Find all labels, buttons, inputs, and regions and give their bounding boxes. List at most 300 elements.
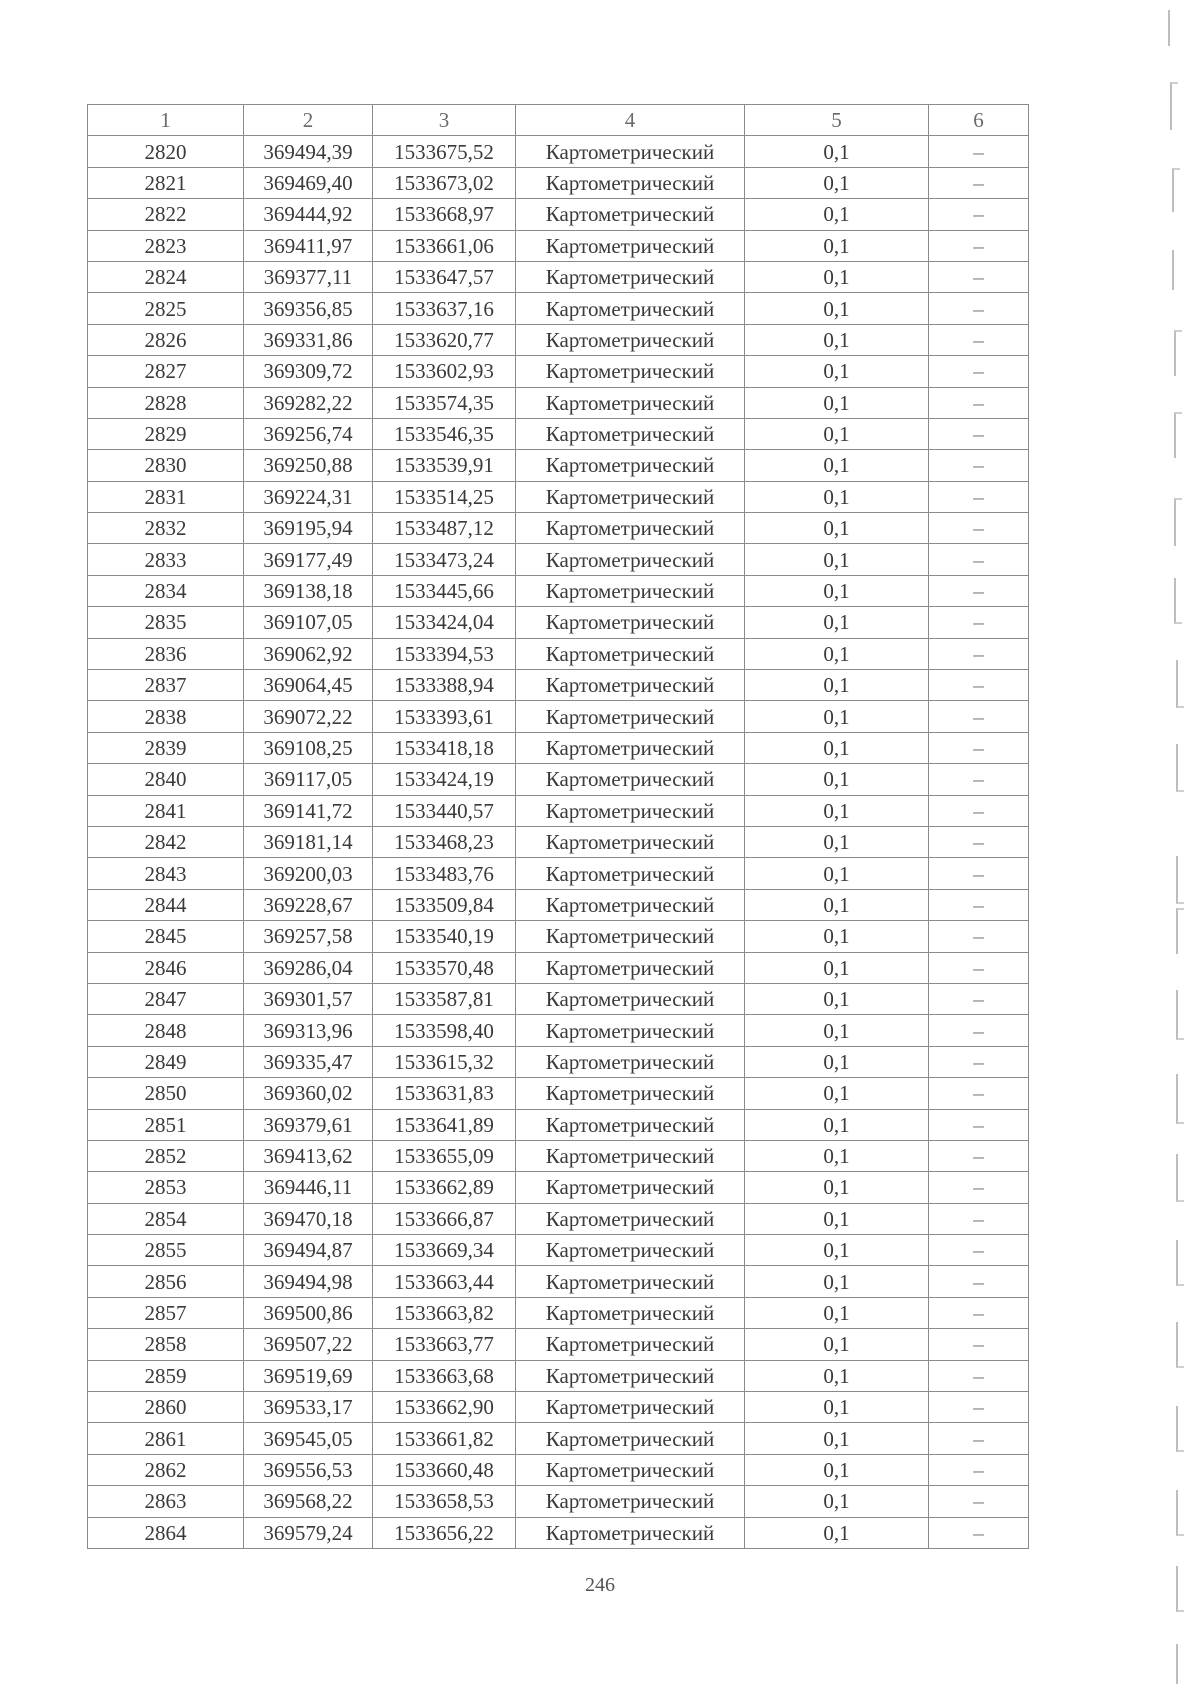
scan-edge-mark bbox=[1176, 744, 1184, 792]
accuracy-cell: 0,1 bbox=[745, 136, 929, 167]
table-row bbox=[88, 921, 1029, 952]
accuracy-cell: 0,1 bbox=[745, 858, 929, 889]
table-row bbox=[88, 858, 1029, 889]
point-number-cell: 2860 bbox=[88, 1392, 244, 1423]
x-coordinate-cell: 369545,05 bbox=[244, 1423, 373, 1454]
note-cell: – bbox=[929, 1046, 1029, 1077]
x-coordinate-cell: 369064,45 bbox=[244, 670, 373, 701]
note-cell: – bbox=[929, 261, 1029, 292]
note-cell: – bbox=[929, 1423, 1029, 1454]
point-number-cell: 2842 bbox=[88, 826, 244, 857]
y-coordinate-cell: 1533487,12 bbox=[373, 513, 516, 544]
accuracy-cell: 0,1 bbox=[745, 889, 929, 920]
method-cell: Картометрический bbox=[516, 136, 745, 167]
scan-edge-mark bbox=[1174, 412, 1182, 458]
table-row bbox=[88, 481, 1029, 512]
accuracy-cell: 0,1 bbox=[745, 1235, 929, 1266]
y-coordinate-cell: 1533662,90 bbox=[373, 1392, 516, 1423]
table-body bbox=[88, 136, 1029, 1549]
y-coordinate-cell: 1533424,04 bbox=[373, 607, 516, 638]
y-coordinate-cell: 1533393,61 bbox=[373, 701, 516, 732]
note-cell: – bbox=[929, 670, 1029, 701]
y-coordinate-cell: 1533587,81 bbox=[373, 983, 516, 1014]
method-cell: Картометрический bbox=[516, 764, 745, 795]
x-coordinate-cell: 369500,86 bbox=[244, 1297, 373, 1328]
method-cell: Картометрический bbox=[516, 795, 745, 826]
point-number-cell: 2851 bbox=[88, 1109, 244, 1140]
method-cell: Картометрический bbox=[516, 387, 745, 418]
column-header-4: 4 bbox=[516, 105, 745, 136]
table-row bbox=[88, 1297, 1029, 1328]
y-coordinate-cell: 1533673,02 bbox=[373, 167, 516, 198]
x-coordinate-cell: 369282,22 bbox=[244, 387, 373, 418]
note-cell: – bbox=[929, 1140, 1029, 1171]
point-number-cell: 2853 bbox=[88, 1172, 244, 1203]
method-cell: Картометрический bbox=[516, 481, 745, 512]
table-row bbox=[88, 1203, 1029, 1234]
method-cell: Картометрический bbox=[516, 1078, 745, 1109]
method-cell: Картометрический bbox=[516, 1329, 745, 1360]
table-row bbox=[88, 983, 1029, 1014]
table-row bbox=[88, 1486, 1029, 1517]
accuracy-cell: 0,1 bbox=[745, 544, 929, 575]
note-cell: – bbox=[929, 167, 1029, 198]
table-row bbox=[88, 261, 1029, 292]
method-cell: Картометрический bbox=[516, 230, 745, 261]
x-coordinate-cell: 369470,18 bbox=[244, 1203, 373, 1234]
point-number-cell: 2857 bbox=[88, 1297, 244, 1328]
method-cell: Картометрический bbox=[516, 418, 745, 449]
x-coordinate-cell: 369331,86 bbox=[244, 324, 373, 355]
method-cell: Картометрический bbox=[516, 607, 745, 638]
x-coordinate-cell: 369494,39 bbox=[244, 136, 373, 167]
accuracy-cell: 0,1 bbox=[745, 983, 929, 1014]
page-number: 246 bbox=[585, 1574, 615, 1596]
accuracy-cell: 0,1 bbox=[745, 764, 929, 795]
y-coordinate-cell: 1533655,09 bbox=[373, 1140, 516, 1171]
accuracy-cell: 0,1 bbox=[745, 293, 929, 324]
method-cell: Картометрический bbox=[516, 889, 745, 920]
x-coordinate-cell: 369301,57 bbox=[244, 983, 373, 1014]
table-row bbox=[88, 764, 1029, 795]
point-number-cell: 2826 bbox=[88, 324, 244, 355]
method-cell: Картометрический bbox=[516, 670, 745, 701]
x-coordinate-cell: 369224,31 bbox=[244, 481, 373, 512]
note-cell: – bbox=[929, 387, 1029, 418]
note-cell: – bbox=[929, 889, 1029, 920]
method-cell: Картометрический bbox=[516, 1015, 745, 1046]
accuracy-cell: 0,1 bbox=[745, 921, 929, 952]
x-coordinate-cell: 369446,11 bbox=[244, 1172, 373, 1203]
note-cell: – bbox=[929, 1297, 1029, 1328]
table-header-row bbox=[88, 105, 1029, 136]
accuracy-cell: 0,1 bbox=[745, 1454, 929, 1485]
method-cell: Картометрический bbox=[516, 1172, 745, 1203]
point-number-cell: 2855 bbox=[88, 1235, 244, 1266]
accuracy-cell: 0,1 bbox=[745, 418, 929, 449]
point-number-cell: 2839 bbox=[88, 732, 244, 763]
x-coordinate-cell: 369177,49 bbox=[244, 544, 373, 575]
x-coordinate-cell: 369228,67 bbox=[244, 889, 373, 920]
table-row bbox=[88, 952, 1029, 983]
table-row bbox=[88, 418, 1029, 449]
method-cell: Картометрический bbox=[516, 1392, 745, 1423]
x-coordinate-cell: 369533,17 bbox=[244, 1392, 373, 1423]
column-header-3: 3 bbox=[373, 105, 516, 136]
note-cell: – bbox=[929, 293, 1029, 324]
point-number-cell: 2837 bbox=[88, 670, 244, 701]
note-cell: – bbox=[929, 1454, 1029, 1485]
accuracy-cell: 0,1 bbox=[745, 732, 929, 763]
table-row bbox=[88, 1329, 1029, 1360]
method-cell: Картометрический bbox=[516, 261, 745, 292]
table-row bbox=[88, 1235, 1029, 1266]
note-cell: – bbox=[929, 826, 1029, 857]
note-cell: – bbox=[929, 1078, 1029, 1109]
table-row bbox=[88, 1172, 1029, 1203]
scan-edge-mark bbox=[1176, 856, 1184, 904]
point-number-cell: 2862 bbox=[88, 1454, 244, 1485]
x-coordinate-cell: 369519,69 bbox=[244, 1360, 373, 1391]
y-coordinate-cell: 1533668,97 bbox=[373, 199, 516, 230]
note-cell: – bbox=[929, 324, 1029, 355]
accuracy-cell: 0,1 bbox=[745, 1392, 929, 1423]
scan-edge-mark bbox=[1176, 1490, 1184, 1536]
method-cell: Картометрический bbox=[516, 921, 745, 952]
method-cell: Картометрический bbox=[516, 167, 745, 198]
note-cell: – bbox=[929, 1360, 1029, 1391]
table-row bbox=[88, 1109, 1029, 1140]
y-coordinate-cell: 1533388,94 bbox=[373, 670, 516, 701]
point-number-cell: 2846 bbox=[88, 952, 244, 983]
scan-edge-mark bbox=[1174, 498, 1182, 546]
accuracy-cell: 0,1 bbox=[745, 387, 929, 418]
method-cell: Картометрический bbox=[516, 1046, 745, 1077]
note-cell: – bbox=[929, 1392, 1029, 1423]
point-number-cell: 2847 bbox=[88, 983, 244, 1014]
x-coordinate-cell: 369256,74 bbox=[244, 418, 373, 449]
y-coordinate-cell: 1533662,89 bbox=[373, 1172, 516, 1203]
y-coordinate-cell: 1533675,52 bbox=[373, 136, 516, 167]
point-number-cell: 2852 bbox=[88, 1140, 244, 1171]
scan-edge-mark bbox=[1172, 250, 1174, 290]
x-coordinate-cell: 369257,58 bbox=[244, 921, 373, 952]
table-row bbox=[88, 513, 1029, 544]
point-number-cell: 2833 bbox=[88, 544, 244, 575]
method-cell: Картометрический bbox=[516, 1423, 745, 1454]
method-cell: Картометрический bbox=[516, 1235, 745, 1266]
y-coordinate-cell: 1533540,19 bbox=[373, 921, 516, 952]
y-coordinate-cell: 1533468,23 bbox=[373, 826, 516, 857]
scan-edge-mark bbox=[1172, 168, 1180, 212]
scan-edge-mark bbox=[1176, 1406, 1184, 1452]
scan-edge-mark bbox=[1176, 1240, 1184, 1286]
y-coordinate-cell: 1533620,77 bbox=[373, 324, 516, 355]
note-cell: – bbox=[929, 136, 1029, 167]
note-cell: – bbox=[929, 764, 1029, 795]
x-coordinate-cell: 369200,03 bbox=[244, 858, 373, 889]
note-cell: – bbox=[929, 795, 1029, 826]
y-coordinate-cell: 1533483,76 bbox=[373, 858, 516, 889]
accuracy-cell: 0,1 bbox=[745, 1015, 929, 1046]
x-coordinate-cell: 369356,85 bbox=[244, 293, 373, 324]
point-number-cell: 2841 bbox=[88, 795, 244, 826]
note-cell: – bbox=[929, 983, 1029, 1014]
method-cell: Картометрический bbox=[516, 1517, 745, 1548]
x-coordinate-cell: 369072,22 bbox=[244, 701, 373, 732]
accuracy-cell: 0,1 bbox=[745, 1297, 929, 1328]
y-coordinate-cell: 1533598,40 bbox=[373, 1015, 516, 1046]
point-number-cell: 2835 bbox=[88, 607, 244, 638]
table-row bbox=[88, 136, 1029, 167]
y-coordinate-cell: 1533631,83 bbox=[373, 1078, 516, 1109]
method-cell: Картометрический bbox=[516, 701, 745, 732]
x-coordinate-cell: 369494,98 bbox=[244, 1266, 373, 1297]
method-cell: Картометрический bbox=[516, 858, 745, 889]
accuracy-cell: 0,1 bbox=[745, 638, 929, 669]
y-coordinate-cell: 1533641,89 bbox=[373, 1109, 516, 1140]
accuracy-cell: 0,1 bbox=[745, 1423, 929, 1454]
point-number-cell: 2850 bbox=[88, 1078, 244, 1109]
note-cell: – bbox=[929, 199, 1029, 230]
table-row bbox=[88, 450, 1029, 481]
y-coordinate-cell: 1533663,77 bbox=[373, 1329, 516, 1360]
method-cell: Картометрический bbox=[516, 1454, 745, 1485]
method-cell: Картометрический bbox=[516, 324, 745, 355]
point-number-cell: 2863 bbox=[88, 1486, 244, 1517]
point-number-cell: 2827 bbox=[88, 356, 244, 387]
table-row bbox=[88, 1015, 1029, 1046]
scan-edge-mark bbox=[1176, 1644, 1178, 1684]
accuracy-cell: 0,1 bbox=[745, 1486, 929, 1517]
note-cell: – bbox=[929, 544, 1029, 575]
table-row bbox=[88, 795, 1029, 826]
column-header-6: 6 bbox=[929, 105, 1029, 136]
point-number-cell: 2858 bbox=[88, 1329, 244, 1360]
table-row bbox=[88, 167, 1029, 198]
note-cell: – bbox=[929, 921, 1029, 952]
x-coordinate-cell: 369107,05 bbox=[244, 607, 373, 638]
scan-edge-mark bbox=[1174, 330, 1182, 376]
table-row bbox=[88, 889, 1029, 920]
table-row bbox=[88, 544, 1029, 575]
y-coordinate-cell: 1533647,57 bbox=[373, 261, 516, 292]
point-number-cell: 2822 bbox=[88, 199, 244, 230]
accuracy-cell: 0,1 bbox=[745, 1517, 929, 1548]
point-number-cell: 2836 bbox=[88, 638, 244, 669]
y-coordinate-cell: 1533509,84 bbox=[373, 889, 516, 920]
y-coordinate-cell: 1533546,35 bbox=[373, 418, 516, 449]
x-coordinate-cell: 369360,02 bbox=[244, 1078, 373, 1109]
table-row bbox=[88, 199, 1029, 230]
column-header-1: 1 bbox=[88, 105, 244, 136]
note-cell: – bbox=[929, 1172, 1029, 1203]
accuracy-cell: 0,1 bbox=[745, 167, 929, 198]
point-number-cell: 2834 bbox=[88, 575, 244, 606]
y-coordinate-cell: 1533663,82 bbox=[373, 1297, 516, 1328]
y-coordinate-cell: 1533539,91 bbox=[373, 450, 516, 481]
point-number-cell: 2864 bbox=[88, 1517, 244, 1548]
y-coordinate-cell: 1533570,48 bbox=[373, 952, 516, 983]
note-cell: – bbox=[929, 952, 1029, 983]
y-coordinate-cell: 1533574,35 bbox=[373, 387, 516, 418]
coordinates-table bbox=[87, 104, 1029, 1549]
x-coordinate-cell: 369062,92 bbox=[244, 638, 373, 669]
scan-edge-mark bbox=[1176, 1566, 1184, 1612]
point-number-cell: 2823 bbox=[88, 230, 244, 261]
x-coordinate-cell: 369313,96 bbox=[244, 1015, 373, 1046]
x-coordinate-cell: 369181,14 bbox=[244, 826, 373, 857]
note-cell: – bbox=[929, 481, 1029, 512]
x-coordinate-cell: 369579,24 bbox=[244, 1517, 373, 1548]
note-cell: – bbox=[929, 1235, 1029, 1266]
method-cell: Картометрический bbox=[516, 1266, 745, 1297]
y-coordinate-cell: 1533424,19 bbox=[373, 764, 516, 795]
note-cell: – bbox=[929, 1486, 1029, 1517]
y-coordinate-cell: 1533514,25 bbox=[373, 481, 516, 512]
method-cell: Картометрический bbox=[516, 513, 745, 544]
note-cell: – bbox=[929, 575, 1029, 606]
note-cell: – bbox=[929, 732, 1029, 763]
method-cell: Картометрический bbox=[516, 199, 745, 230]
note-cell: – bbox=[929, 450, 1029, 481]
table-row bbox=[88, 356, 1029, 387]
table-row bbox=[88, 324, 1029, 355]
accuracy-cell: 0,1 bbox=[745, 1046, 929, 1077]
note-cell: – bbox=[929, 418, 1029, 449]
accuracy-cell: 0,1 bbox=[745, 1078, 929, 1109]
note-cell: – bbox=[929, 858, 1029, 889]
accuracy-cell: 0,1 bbox=[745, 450, 929, 481]
point-number-cell: 2832 bbox=[88, 513, 244, 544]
column-header-5: 5 bbox=[745, 105, 929, 136]
point-number-cell: 2831 bbox=[88, 481, 244, 512]
y-coordinate-cell: 1533615,32 bbox=[373, 1046, 516, 1077]
x-coordinate-cell: 369309,72 bbox=[244, 356, 373, 387]
table-row bbox=[88, 387, 1029, 418]
point-number-cell: 2830 bbox=[88, 450, 244, 481]
method-cell: Картометрический bbox=[516, 983, 745, 1014]
table-row bbox=[88, 1046, 1029, 1077]
accuracy-cell: 0,1 bbox=[745, 481, 929, 512]
point-number-cell: 2854 bbox=[88, 1203, 244, 1234]
point-number-cell: 2848 bbox=[88, 1015, 244, 1046]
scan-edge-mark bbox=[1174, 578, 1182, 624]
y-coordinate-cell: 1533440,57 bbox=[373, 795, 516, 826]
accuracy-cell: 0,1 bbox=[745, 701, 929, 732]
accuracy-cell: 0,1 bbox=[745, 513, 929, 544]
accuracy-cell: 0,1 bbox=[745, 607, 929, 638]
table-row bbox=[88, 638, 1029, 669]
accuracy-cell: 0,1 bbox=[745, 1109, 929, 1140]
note-cell: – bbox=[929, 356, 1029, 387]
y-coordinate-cell: 1533666,87 bbox=[373, 1203, 516, 1234]
method-cell: Картометрический bbox=[516, 575, 745, 606]
table-row bbox=[88, 1517, 1029, 1548]
note-cell: – bbox=[929, 1109, 1029, 1140]
x-coordinate-cell: 369138,18 bbox=[244, 575, 373, 606]
table-row bbox=[88, 1360, 1029, 1391]
y-coordinate-cell: 1533473,24 bbox=[373, 544, 516, 575]
accuracy-cell: 0,1 bbox=[745, 1172, 929, 1203]
table-row bbox=[88, 607, 1029, 638]
scan-edge-mark bbox=[1176, 660, 1184, 708]
accuracy-cell: 0,1 bbox=[745, 952, 929, 983]
note-cell: – bbox=[929, 1015, 1029, 1046]
method-cell: Картометрический bbox=[516, 1203, 745, 1234]
y-coordinate-cell: 1533602,93 bbox=[373, 356, 516, 387]
accuracy-cell: 0,1 bbox=[745, 1266, 929, 1297]
method-cell: Картометрический bbox=[516, 356, 745, 387]
y-coordinate-cell: 1533658,53 bbox=[373, 1486, 516, 1517]
table-row bbox=[88, 1140, 1029, 1171]
point-number-cell: 2845 bbox=[88, 921, 244, 952]
method-cell: Картометрический bbox=[516, 638, 745, 669]
point-number-cell: 2838 bbox=[88, 701, 244, 732]
y-coordinate-cell: 1533660,48 bbox=[373, 1454, 516, 1485]
x-coordinate-cell: 369117,05 bbox=[244, 764, 373, 795]
point-number-cell: 2843 bbox=[88, 858, 244, 889]
scan-edge-mark bbox=[1176, 1074, 1184, 1124]
accuracy-cell: 0,1 bbox=[745, 1140, 929, 1171]
method-cell: Картометрический bbox=[516, 732, 745, 763]
table-row bbox=[88, 1454, 1029, 1485]
method-cell: Картометрический bbox=[516, 450, 745, 481]
x-coordinate-cell: 369444,92 bbox=[244, 199, 373, 230]
scan-edge-mark bbox=[1176, 990, 1184, 1040]
point-number-cell: 2856 bbox=[88, 1266, 244, 1297]
point-number-cell: 2861 bbox=[88, 1423, 244, 1454]
scan-edge-mark bbox=[1176, 1322, 1184, 1368]
x-coordinate-cell: 369377,11 bbox=[244, 261, 373, 292]
x-coordinate-cell: 369411,97 bbox=[244, 230, 373, 261]
point-number-cell: 2828 bbox=[88, 387, 244, 418]
table-row bbox=[88, 1266, 1029, 1297]
method-cell: Картометрический bbox=[516, 952, 745, 983]
point-number-cell: 2844 bbox=[88, 889, 244, 920]
method-cell: Картометрический bbox=[516, 1486, 745, 1517]
accuracy-cell: 0,1 bbox=[745, 324, 929, 355]
scan-edge-mark bbox=[1170, 82, 1178, 130]
note-cell: – bbox=[929, 638, 1029, 669]
point-number-cell: 2821 bbox=[88, 167, 244, 198]
y-coordinate-cell: 1533661,06 bbox=[373, 230, 516, 261]
x-coordinate-cell: 369141,72 bbox=[244, 795, 373, 826]
y-coordinate-cell: 1533663,44 bbox=[373, 1266, 516, 1297]
accuracy-cell: 0,1 bbox=[745, 261, 929, 292]
accuracy-cell: 0,1 bbox=[745, 230, 929, 261]
x-coordinate-cell: 369335,47 bbox=[244, 1046, 373, 1077]
accuracy-cell: 0,1 bbox=[745, 1360, 929, 1391]
note-cell: – bbox=[929, 607, 1029, 638]
method-cell: Картометрический bbox=[516, 544, 745, 575]
method-cell: Картометрический bbox=[516, 1109, 745, 1140]
point-number-cell: 2849 bbox=[88, 1046, 244, 1077]
point-number-cell: 2859 bbox=[88, 1360, 244, 1391]
note-cell: – bbox=[929, 513, 1029, 544]
accuracy-cell: 0,1 bbox=[745, 1203, 929, 1234]
x-coordinate-cell: 369195,94 bbox=[244, 513, 373, 544]
method-cell: Картометрический bbox=[516, 1297, 745, 1328]
scan-edge-mark bbox=[1168, 10, 1170, 46]
accuracy-cell: 0,1 bbox=[745, 575, 929, 606]
x-coordinate-cell: 369286,04 bbox=[244, 952, 373, 983]
method-cell: Картометрический bbox=[516, 293, 745, 324]
note-cell: – bbox=[929, 1517, 1029, 1548]
accuracy-cell: 0,1 bbox=[745, 356, 929, 387]
y-coordinate-cell: 1533394,53 bbox=[373, 638, 516, 669]
note-cell: – bbox=[929, 1266, 1029, 1297]
